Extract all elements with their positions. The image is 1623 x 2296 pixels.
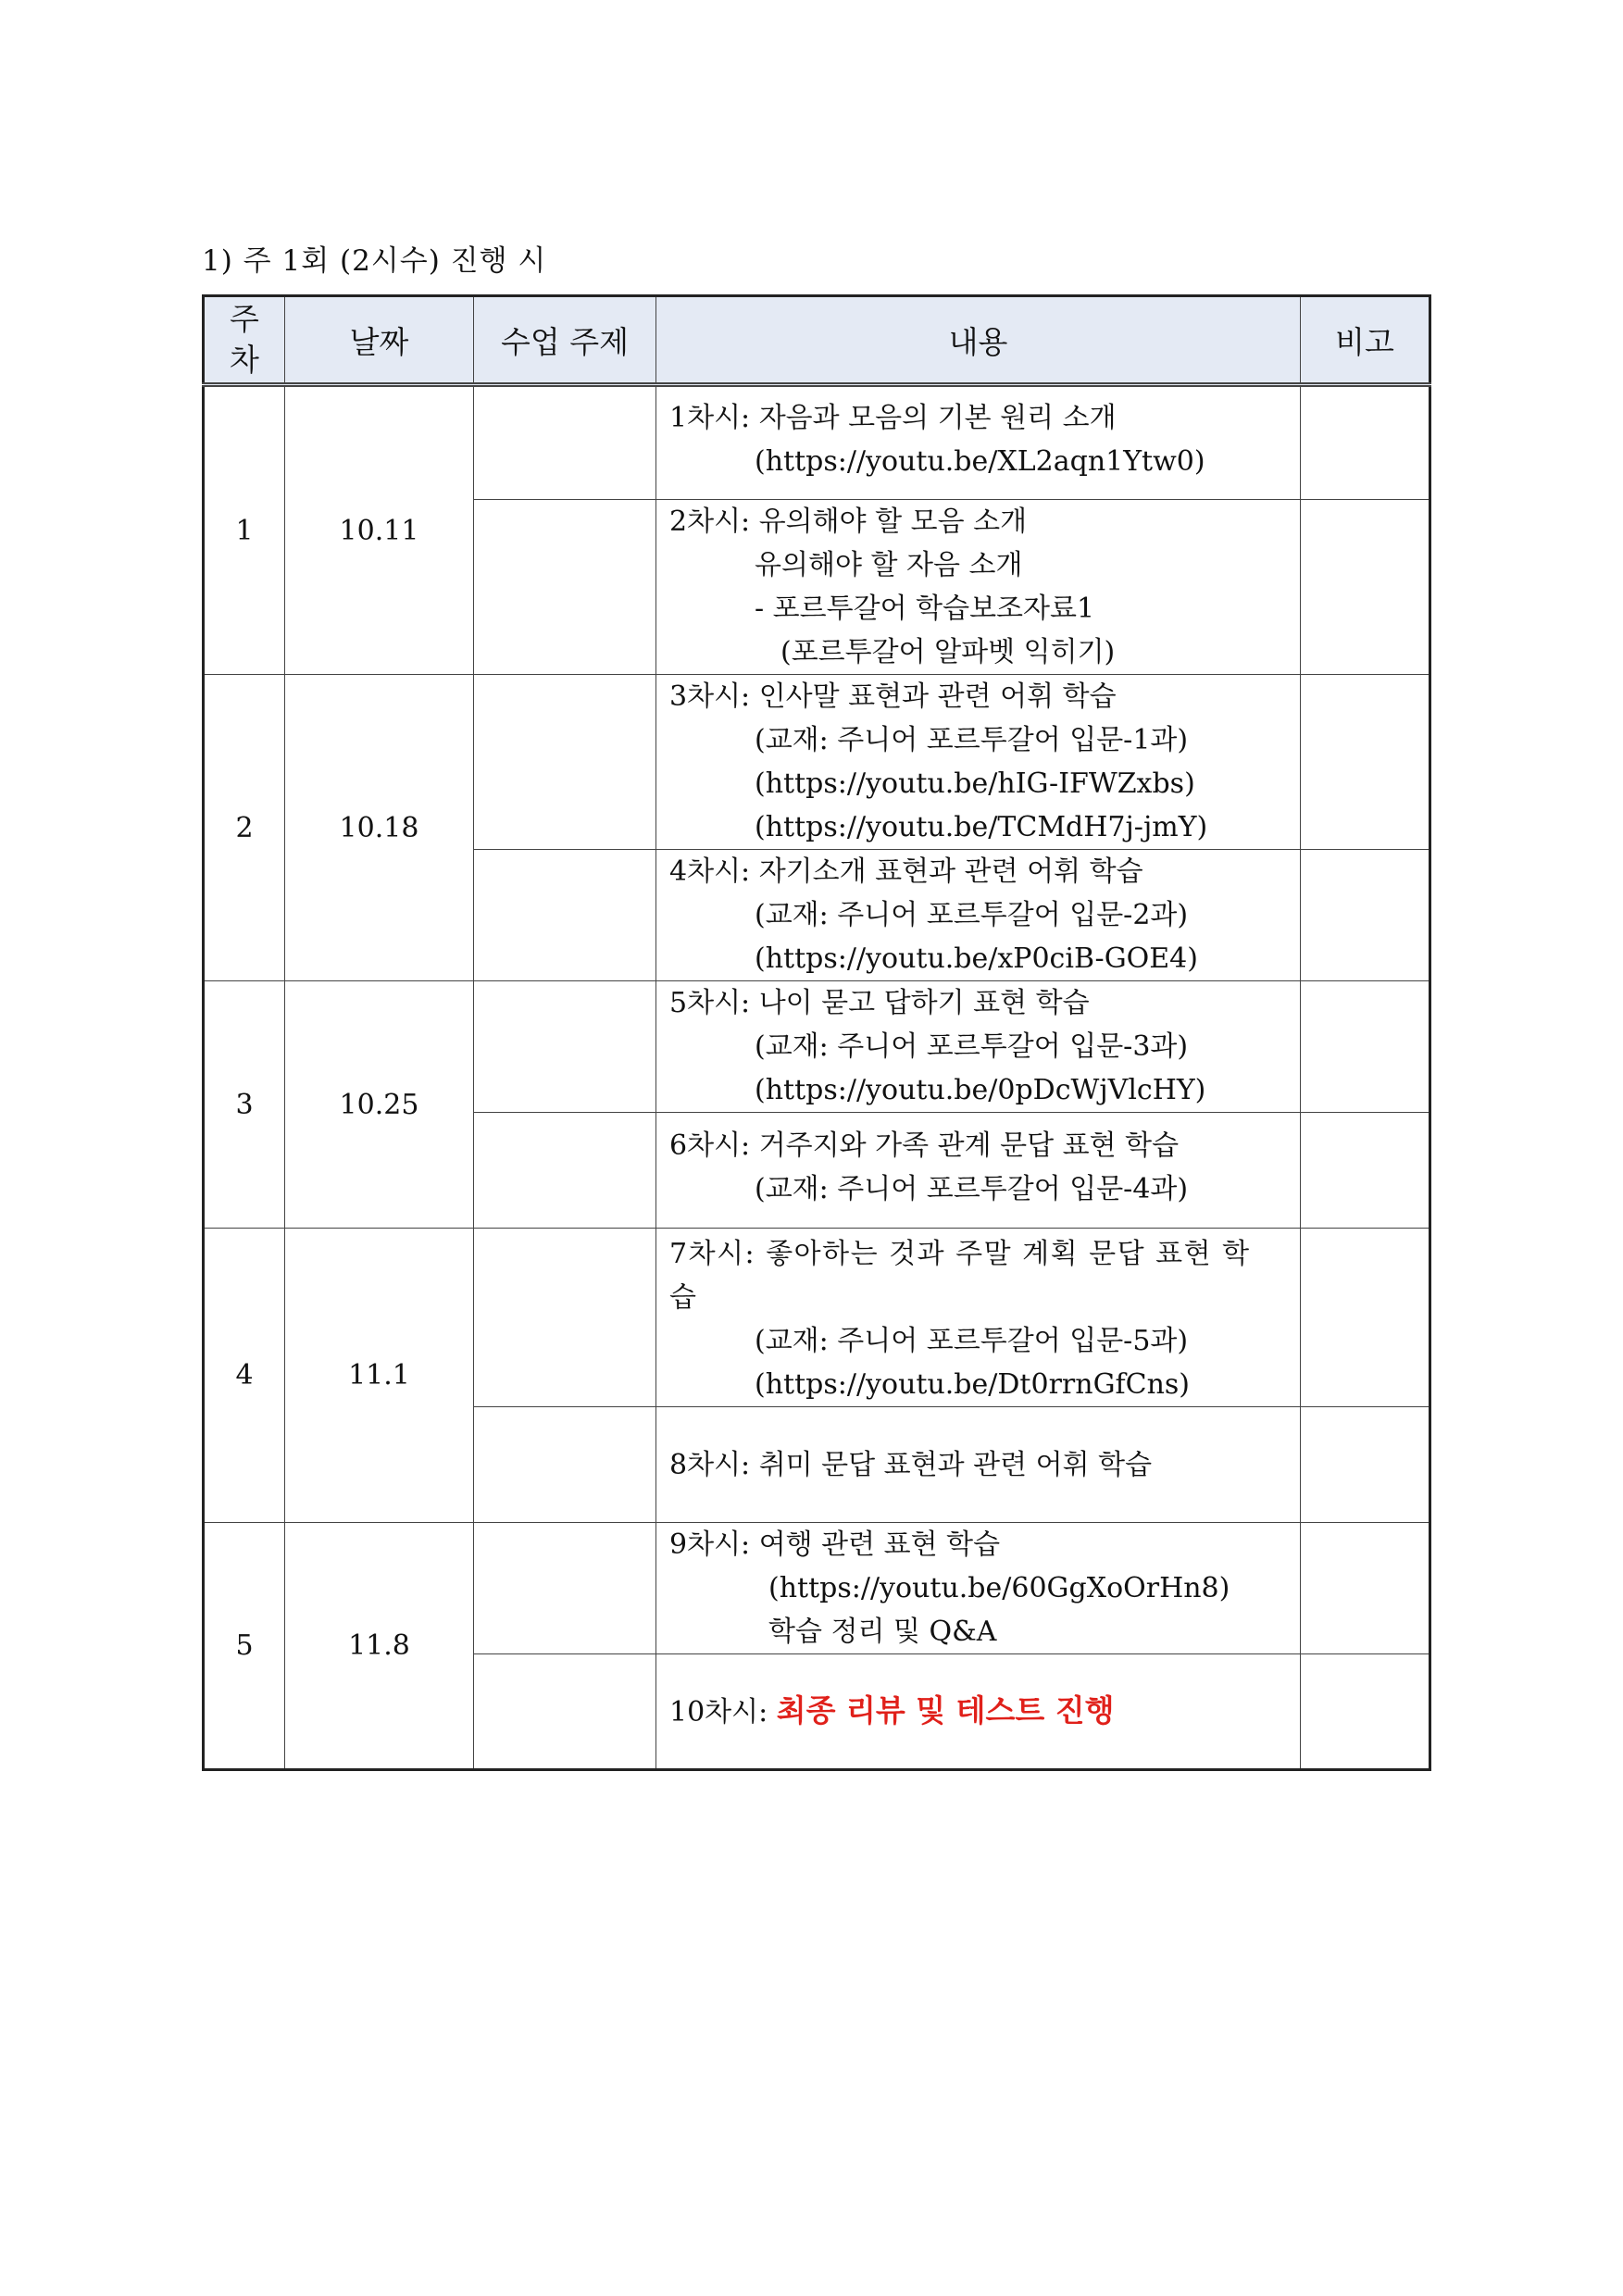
topic-cell [474, 385, 656, 500]
topic-cell [474, 1654, 656, 1770]
note-cell [1301, 1407, 1430, 1523]
topic-cell [474, 675, 656, 850]
table-row [204, 675, 1430, 850]
note-cell [1301, 1113, 1430, 1229]
week-number: 2 [204, 675, 285, 981]
session-content [656, 1654, 1301, 1770]
topic-cell [474, 1407, 656, 1523]
table-row [204, 981, 1430, 1113]
session-content [656, 1229, 1301, 1407]
note-cell [1301, 675, 1430, 850]
topic-cell [474, 500, 656, 675]
session-content [656, 1407, 1301, 1523]
session-line: 7차시: 좋아하는 것과 주말 계획 문답 표현 학 [669, 1238, 1251, 1270]
session-content [656, 1523, 1301, 1654]
week-date: 10.11 [285, 385, 474, 675]
session-line: - 포르투갈어 학습보조자료1 [755, 593, 1095, 625]
session-content [656, 500, 1301, 675]
week-number: 4 [204, 1229, 285, 1523]
session-line: 5차시: 나이 묻고 답하기 표현 학습 [669, 987, 1090, 1019]
highlight-text: 최종 리뷰 및 테스트 진행 [776, 1692, 1115, 1728]
header-content: 내용 [656, 296, 1301, 385]
session-line: (https://youtu.be/60GgXoOrHn8) [768, 1572, 1230, 1604]
session-line: (교재: 주니어 포르투갈어 입문-2과) [755, 899, 1189, 931]
table-row [204, 1229, 1430, 1407]
section-heading: 1) 주 1회 (2시수) 진행 시 [202, 244, 547, 278]
topic-cell [474, 981, 656, 1113]
week-number: 5 [204, 1523, 285, 1770]
session-line: 습 [669, 1281, 696, 1314]
session-line: 유의해야 할 자음 소개 [755, 549, 1023, 581]
session-line: 학습 정리 및 Q&A [768, 1616, 997, 1648]
session-line: 4차시: 자기소개 표현과 관련 어휘 학습 [669, 855, 1143, 888]
week-number: 1 [204, 385, 285, 675]
table-row [204, 1523, 1430, 1654]
schedule-table [202, 294, 1431, 1771]
header-week-line1: 주 [230, 301, 259, 337]
week-number: 3 [204, 981, 285, 1229]
table-row [204, 385, 1430, 500]
session-line: (https://youtu.be/0pDcWjVlcHY) [755, 1074, 1206, 1106]
note-cell [1301, 1654, 1430, 1770]
header-week [204, 296, 285, 385]
session-content [656, 850, 1301, 981]
session-content [656, 385, 1301, 500]
topic-cell [474, 1113, 656, 1229]
session-content [656, 981, 1301, 1113]
session-line: (https://youtu.be/xP0ciB-GOE4) [755, 942, 1198, 975]
session-line: (https://youtu.be/hIG-IFWZxbs) [755, 767, 1195, 800]
note-cell [1301, 981, 1430, 1113]
header-week-line2: 차 [230, 342, 259, 378]
session-line: 6차시: 거주지와 가족 관계 문답 표현 학습 [669, 1129, 1180, 1162]
session-line: (교재: 주니어 포르투갈어 입문-4과) [755, 1173, 1189, 1205]
session-line: 8차시: 취미 문답 표현과 관련 어휘 학습 [669, 1448, 1153, 1481]
session-line: (https://youtu.be/TCMdH7j-jmY) [755, 811, 1208, 843]
session-line: 2차시: 유의해야 할 모음 소개 [669, 505, 1028, 538]
topic-cell [474, 1523, 656, 1654]
session-line: (교재: 주니어 포르투갈어 입문-3과) [755, 1030, 1189, 1063]
session-line: 1차시: 자음과 모음의 기본 원리 소개 [669, 402, 1117, 434]
week-date: 10.25 [285, 981, 474, 1229]
note-cell [1301, 1523, 1430, 1654]
session-prefix: 10차시: [669, 1696, 777, 1728]
topic-cell [474, 1229, 656, 1407]
week-date: 11.1 [285, 1229, 474, 1523]
session-line: (https://youtu.be/Dt0rrnGfCns) [755, 1368, 1191, 1401]
note-cell [1301, 385, 1430, 500]
session-content [656, 675, 1301, 850]
note-cell [1301, 500, 1430, 675]
session-line: (교재: 주니어 포르투갈어 입문-5과) [755, 1325, 1189, 1357]
session-line: 9차시: 여행 관련 표현 학습 [669, 1529, 1001, 1561]
topic-cell [474, 850, 656, 981]
note-cell [1301, 1229, 1430, 1407]
table-header-row [204, 296, 1430, 385]
header-topic: 수업 주제 [474, 296, 656, 385]
header-date: 날짜 [285, 296, 474, 385]
session-line-final [669, 1689, 1287, 1734]
session-line: (포르투갈어 알파벳 익히기) [780, 636, 1116, 668]
week-date: 11.8 [285, 1523, 474, 1770]
session-line: 3차시: 인사말 표현과 관련 어휘 학습 [669, 680, 1117, 713]
note-cell [1301, 850, 1430, 981]
header-note: 비고 [1301, 296, 1430, 385]
session-line: (교재: 주니어 포르투갈어 입문-1과) [755, 724, 1189, 756]
week-date: 10.18 [285, 675, 474, 981]
session-line: (https://youtu.be/XL2aqn1Ytw0) [755, 445, 1205, 478]
session-content [656, 1113, 1301, 1229]
